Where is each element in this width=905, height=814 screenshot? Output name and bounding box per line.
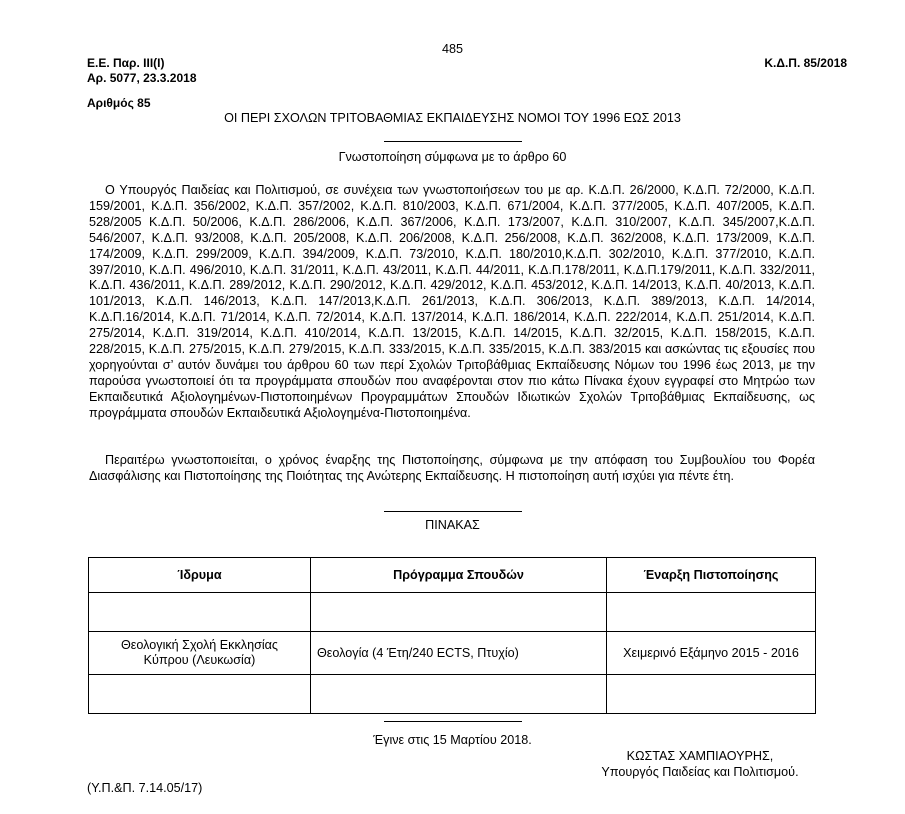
table-cell [607,593,816,632]
done-date: Έγινε στις 15 Μαρτίου 2018. [373,733,532,747]
header-program: Πρόγραμμα Σπουδών [311,558,607,593]
gazette-issue-label: Αρ. 5077, 23.3.2018 [87,71,197,85]
gazette-reference [87,56,197,86]
kdp-reference: Κ.Δ.Π. 85/2018 [764,56,847,70]
table-header-row [89,558,816,593]
header-start: Έναρξη Πιστοποίησης [607,558,816,593]
table-title: ΠΙΝΑΚΑΣ [425,518,480,532]
law-title: ΟΙ ΠΕΡΙ ΣΧΟΛΩΝ ΤΡΙΤΟΒΑΘΜΙΑΣ ΕΚΠΑΙΔΕΥΣΗΣ ΝΟΜΟΙ ΤΟΥ 1996 ΕΩΣ 2013 [224,111,681,125]
institution-cell [89,632,311,675]
table-cell [311,593,607,632]
certification-paragraph: Περαιτέρω γνωστοποιείται, ο χρόνος έναρξης της Πιστοποίησης, σύμφωνα με την απόφαση του Συμβουλίου του Φορέα Διασφάλισης και Πιστοποίησης της Ποιότητας της Ανώτερης Εκπαίδευσης. Η πιστοποίηση αυτή ισχύει για πέντε έτη. [89,453,815,483]
file-reference: (Υ.Π.&Π. 7.14.05/17) [87,781,203,795]
table-cell [89,675,311,714]
footer-divider [384,721,522,722]
signatory-title: Υπουργός Παιδείας και Πολιτισμού. [601,765,799,779]
table-row [89,632,816,675]
table-row [89,675,816,714]
table-cell [89,593,311,632]
page-number: 485 [441,42,463,56]
program-cell: Θεολογία (4 Έτη/240 ECTS, Πτυχίο) [311,632,607,675]
institution-location: Κύπρου (Λευκωσία) [143,653,256,667]
start-cell: Χειμερινό Εξάμηνο 2015 - 2016 [607,632,816,675]
notice-title: Γνωστοποίηση σύμφωνα με το άρθρο 60 [338,150,567,164]
signatory-name: ΚΩΣΤΑΣ ΧΑΜΠΙΑΟΥΡΗΣ, [626,749,774,763]
gazette-part-label: Ε.Ε. Παρ. ΙΙΙ(Ι) [87,56,165,70]
body-paragraph: Ο Υπουργός Παιδείας και Πολιτισμού, σε συνέχεια των γνωστοποιήσεων του με αρ. Κ.Δ.Π. 26/2000, Κ.Δ.Π. 72/2000, Κ.Δ.Π. 159/2001, Κ.Δ.Π. 356/2002, Κ.Δ.Π. 357/2002, Κ.Δ.Π. 810/2003, Κ.Δ.Π. 671/2004, Κ.Δ.Π. 377/2005, Κ.Δ.Π. 407/2005, Κ.Δ.Π. 528/2005 Κ.Δ.Π. 50/2006, Κ.Δ.Π. 286/2006, Κ.Δ.Π. 367/2006, Κ.Δ.Π. 173/2007, Κ.Δ.Π. 310/2007, Κ.Δ.Π. 345/2007,Κ.Δ.Π. 546/2007, Κ.Δ.Π. 93/2008, Κ.Δ.Π. 205/2008, Κ.Δ.Π. 206/2008, Κ.Δ.Π. 256/2008, Κ.Δ.Π. 362/2008, Κ.Δ.Π. 173/2009, Κ.Δ.Π. 174/2009, Κ.Δ.Π. 299/2009, Κ.Δ.Π. 394/2009, Κ.Δ.Π. 73/2010, Κ.Δ.Π. 180/2010,Κ.Δ.Π. 302/2010, Κ.Δ.Π. 377/2010, Κ.Δ.Π. 397/2010, Κ.Δ.Π. 496/2010, Κ.Δ.Π. 31/2011, Κ.Δ.Π. 43/2011, Κ.Δ.Π. 44/2011, Κ.Δ.Π.178/2011, Κ.Δ.Π.179/2011, Κ.Δ.Π. 332/2011, Κ.Δ.Π. 436/2011, Κ.Δ.Π. 289/2012, Κ.Δ.Π. 290/2012, Κ.Δ.Π. 429/2012, Κ.Δ.Π. 453/2012, Κ.Δ.Π. 14/2013, Κ.Δ.Π. 40/2013, Κ.Δ.Π. 101/2013, Κ.Δ.Π. 146/2013, Κ.Δ.Π. 147/2013,Κ.Δ.Π. 261/2013, Κ.Δ.Π. 306/2013, Κ.Δ.Π. 389/2013, Κ.Δ.Π. 14/2014, Κ.Δ.Π.16/2014, Κ.Δ.Π. 71/2014, Κ.Δ.Π. 72/2014, Κ.Δ.Π. 137/2014, Κ.Δ.Π. 186/2014, Κ.Δ.Π. 222/2014, Κ.Δ.Π. 251/2014, Κ.Δ.Π. 275/2014, Κ.Δ.Π. 319/2014, Κ.Δ.Π. 410/2014, Κ.Δ.Π. 13/2015, Κ.Δ.Π. 14/2015, Κ.Δ.Π. 32/2015, Κ.Δ.Π. 158/2015, Κ.Δ.Π. 228/2015, Κ.Δ.Π. 275/2015, Κ.Δ.Π. 279/2015, Κ.Δ.Π. 333/2015, Κ.Δ.Π. 335/2015, Κ.Δ.Π. 383/2015 και ασκώντας τις εξουσίες που χορηγούνται σ’ αυτόν δυνάμει του άρθρου 60 των περί Σχολών Τριτοβάθμιας Εκπαίδευσης Νόμων του 1996 έως 2013, με την παρούσα γνωστοποιεί ότι τα προγράμματα σπουδών που αναφέρονται στον πιο κάτω Πίνακα έχουν εγγραφεί στο Μητρώο των Εκπαιδευτικά Αξιολογημένων-Πιστοποιημένων Προγραμμάτων Σπουδών Ιδιωτικών Σχολών Τριτοβάθμιας Εκπαίδευσης, ως προγράμματα σπουδών Εκπαιδευτικά Αξιολογημένα-Πιστοποιημένα. [89,183,815,420]
table-row [89,593,816,632]
table-cell [607,675,816,714]
table-cell [311,675,607,714]
title-divider [384,141,522,142]
notice-number: Αριθμός 85 [87,96,151,110]
programs-table [88,557,816,714]
table-divider [384,511,522,512]
header-institution: Ίδρυμα [89,558,311,593]
institution-name: Θεολογική Σχολή Εκκλησίας [120,638,278,652]
